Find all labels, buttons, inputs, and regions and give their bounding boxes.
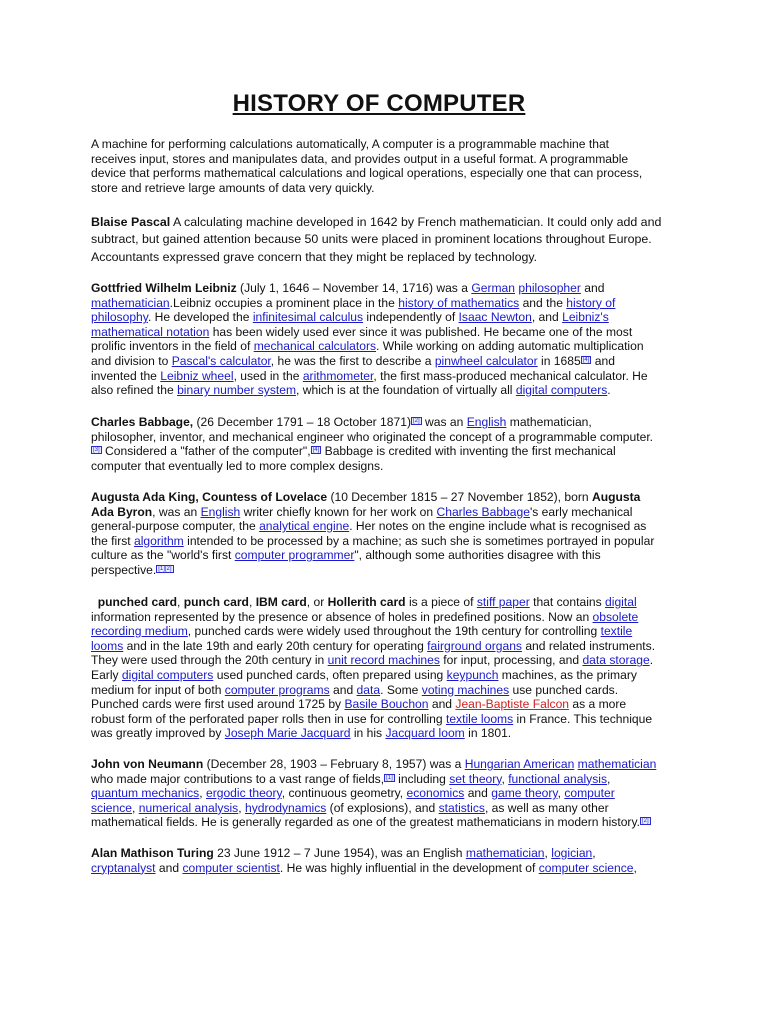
link-english[interactable]: English — [466, 415, 507, 429]
text: (July 1, 1646 – November 14, 1716) was a — [236, 281, 472, 295]
text: in his — [350, 726, 386, 741]
link-hungarian-american[interactable]: Hungarian American — [464, 757, 575, 771]
intro-line: device that performs mathematical calculations and logical operations, especially one that can process, — [91, 166, 643, 181]
babbage-name: Charles Babbage, — [91, 415, 194, 429]
text: , — [592, 846, 596, 860]
text: robust form of the perforated paper rolls then in use for controlling — [91, 711, 446, 726]
text: and — [155, 860, 183, 875]
link-computer-scientist[interactable]: computer scientist — [182, 860, 280, 875]
link-set-theory[interactable]: set theory — [449, 771, 502, 786]
pascal-name: Blaise Pascal — [91, 215, 171, 229]
link-isaac-newton[interactable]: Isaac Newton — [458, 310, 532, 325]
text: , punched cards were widely used throughout the 19th century for controlling — [187, 624, 601, 639]
link-german[interactable]: German — [471, 281, 515, 295]
link-statistics[interactable]: statistics — [438, 800, 485, 815]
citation-ref[interactable]: [2] — [641, 818, 649, 825]
link-fairground-organs[interactable]: fairground organs — [427, 638, 522, 653]
page-title: HISTORY OF COMPUTER — [232, 90, 526, 117]
link-data-storage[interactable]: data storage — [582, 653, 650, 668]
text: , continuous geometry, — [281, 786, 407, 801]
link-ergodic-theory[interactable]: ergodic theory — [205, 786, 282, 801]
link-computer-science[interactable]: computer science — [538, 860, 634, 875]
pascal-paragraph — [91, 214, 673, 266]
text: , used in the — [233, 368, 303, 383]
link-history-of-mathematics[interactable]: history of mathematics — [398, 295, 520, 310]
text: , was an — [152, 504, 201, 519]
text: and — [329, 682, 357, 697]
link-voting-machines[interactable]: voting machines — [421, 682, 510, 697]
text: , — [199, 786, 206, 801]
link-economics[interactable]: economics — [406, 786, 465, 801]
text: (26 December 1791 – 18 October 1871) — [193, 415, 411, 429]
link-looms[interactable]: looms — [91, 638, 124, 653]
ada-paragraph — [91, 490, 673, 578]
pascal-text: A calculating machine developed in 1642 by French mathematician. It could only add and — [170, 215, 662, 229]
ada-birth-name: Augusta — [591, 490, 641, 504]
text: , — [177, 595, 184, 609]
link-computer-science[interactable]: computer — [564, 786, 615, 801]
text: the first — [91, 533, 135, 548]
link-philosopher[interactable]: philosopher — [518, 281, 581, 295]
intro-line: receives input, stores and manipulates data, and provides output in a useful format. A programmable — [91, 151, 629, 166]
link-analytical-engine[interactable]: analytical engine — [259, 519, 350, 534]
text: , — [544, 846, 552, 860]
text: and — [580, 281, 605, 295]
link-textile-looms[interactable]: textile looms — [445, 711, 514, 726]
text: used punched cards, often prepared using — [213, 667, 447, 682]
text: . Some — [380, 682, 422, 697]
text: as a more — [569, 697, 627, 712]
text: prolific inventors in the field of — [91, 339, 254, 354]
leibniz-name: Gottfried Wilhelm Leibniz — [91, 281, 237, 295]
link-arithmometer[interactable]: arithmometer — [302, 368, 374, 383]
text: information represented by the presence or absence of holes in predefined positions. Now an — [91, 609, 593, 624]
text: , the first mass-produced mechanical calculator. He — [373, 368, 648, 383]
text: and the — [519, 295, 567, 310]
intro-line: A machine for performing calculations automatically, A computer is a programmable machine that — [91, 137, 610, 151]
text: has been widely used ever since it was published. He became one of the most — [209, 324, 633, 339]
link-cryptanalyst[interactable]: cryptanalyst — [91, 860, 156, 875]
link-joseph-marie-jacquard[interactable]: Joseph Marie Jacquard — [224, 726, 351, 741]
term: punch card — [183, 595, 249, 609]
link-algorithm[interactable]: algorithm — [134, 533, 184, 548]
link-keypunch[interactable]: keypunch — [446, 667, 499, 682]
text: , — [501, 771, 509, 786]
citation-ref[interactable]: [4] — [312, 447, 320, 454]
text: independently of — [363, 310, 459, 325]
text: invented the — [91, 368, 161, 383]
text: that contains — [529, 595, 606, 609]
text: . Her notes on the engine include what is recognised as — [349, 519, 647, 534]
text: and division to — [91, 353, 172, 368]
link-computer-programmer[interactable]: computer programmer — [234, 548, 355, 563]
text: writer chiefly known for her work on — [240, 504, 437, 519]
text: in 1801. — [464, 726, 512, 741]
text: , — [607, 771, 611, 786]
text: medium for input of both — [91, 682, 225, 697]
pascal-text: subtract, but gained attention because 50 units were placed in prominent locations throughout Europe. — [91, 232, 652, 247]
link-computer-science[interactable]: science — [91, 800, 133, 815]
text: for input, processing, and — [439, 653, 583, 668]
intro-line: store and retrieve large amounts of data very quickly. — [91, 180, 375, 195]
term: IBM card — [255, 595, 307, 609]
ada-name: Augusta Ada King, Countess of Lovelace — [91, 490, 328, 504]
text: general-purpose computer, the — [91, 519, 260, 534]
intro-paragraph — [91, 137, 673, 195]
text: Babbage is credited with inventing the first mechanical — [321, 444, 616, 459]
link-mathematician[interactable]: mathematician — [91, 295, 170, 310]
link-pascals-calculator[interactable]: Pascal's calculator — [171, 353, 271, 368]
link-infinitesimal-calculus[interactable]: infinitesimal calculus — [252, 310, 364, 325]
text: , — [132, 800, 139, 815]
link-jacquard-loom[interactable]: Jacquard loom — [385, 726, 465, 741]
link-history-of-philosophy[interactable]: history of — [566, 295, 616, 310]
link-numerical-analysis[interactable]: numerical analysis — [138, 800, 239, 815]
text: use punched cards. — [509, 682, 619, 697]
text: also refined the — [91, 383, 178, 398]
text: (10 December 1815 – 27 November 1852), born — [327, 490, 592, 504]
link-leibniz-notation[interactable]: mathematical notation — [91, 324, 210, 339]
text: . He developed the — [147, 310, 253, 325]
link-digital-computers[interactable]: digital computers — [121, 667, 214, 682]
link-english[interactable]: English — [200, 504, 241, 519]
link-unit-record-machines[interactable]: unit record machines — [327, 653, 440, 668]
link-data[interactable]: data — [356, 682, 381, 697]
link-logician[interactable]: logician — [551, 846, 593, 860]
link-game-theory[interactable]: game theory — [491, 786, 558, 801]
link-recording-medium[interactable]: recording medium — [91, 624, 188, 639]
text: was an — [421, 415, 467, 429]
link-computer-programs[interactable]: computer programs — [224, 682, 330, 697]
text: including — [394, 771, 450, 786]
link-pinwheel-calculator[interactable]: pinwheel calculator — [434, 353, 538, 368]
pascal-text: Accountants expressed grave concern that they might be replaced by technology. — [91, 249, 538, 264]
text: in France. This technique — [513, 711, 653, 726]
text: mathematician, — [506, 415, 592, 429]
link-stiff-paper[interactable]: stiff paper — [476, 595, 530, 609]
text: , as well as many other — [484, 800, 609, 815]
link-mechanical-calculators[interactable]: mechanical calculators — [253, 339, 377, 354]
text: Punched cards were first used around 1725 by — [91, 697, 345, 712]
link-binary-number-system[interactable]: binary number system — [177, 383, 297, 398]
citation-ref[interactable]: [1] — [386, 774, 393, 781]
text: , — [633, 860, 637, 875]
text: . — [607, 383, 611, 398]
link-charles-babbage[interactable]: Charles Babbage — [436, 504, 530, 519]
term: Hollerith card — [327, 595, 406, 609]
turing-paragraph — [91, 846, 673, 875]
text: (of explosions), and — [326, 800, 439, 815]
text: was greatly improved by — [91, 726, 225, 741]
text: , he was the first to describe a — [270, 353, 435, 368]
text: and — [464, 786, 492, 801]
leibniz-paragraph — [91, 281, 673, 398]
text: , — [238, 800, 245, 815]
text: . While working on adding automatic multiplication — [376, 339, 644, 354]
link-mathematician[interactable]: mathematician — [577, 757, 657, 771]
text: . — [649, 653, 654, 668]
text: , or — [306, 595, 328, 609]
citation-ref[interactable]: [1][2] — [158, 565, 172, 572]
text: and related instruments. — [521, 638, 656, 653]
link-hydrodynamics[interactable]: hydrodynamics — [244, 800, 327, 815]
citation-ref[interactable]: [2] — [413, 418, 420, 424]
neumann-paragraph — [91, 757, 673, 830]
text — [91, 595, 98, 609]
text: in 1685 — [537, 353, 581, 368]
text: Early — [91, 667, 122, 682]
babbage-paragraph — [91, 415, 673, 473]
text: and — [428, 697, 456, 712]
link-leibniz-wheel[interactable]: Leibniz wheel — [160, 368, 234, 383]
text: and in the late 19th and early 20th century for operating — [123, 638, 428, 653]
ada-birth-name: Ada Byron — [91, 504, 153, 519]
text: 23 June 1912 – 7 June 1954), was an English — [213, 846, 466, 860]
text: They were used through the 20th century in — [91, 653, 328, 668]
link-quantum-mechanics[interactable]: quantum mechanics — [91, 786, 200, 801]
text: Considered a "father of the computer", — [101, 444, 311, 459]
text: computer that eventually led to more complex designs. — [91, 458, 384, 473]
link-obsolete[interactable]: obsolete — [592, 609, 639, 624]
turing-name: Alan Mathison Turing — [91, 846, 214, 860]
text: and — [591, 353, 615, 368]
text: .Leibniz occupies a prominent place in the — [169, 295, 399, 310]
link-textile[interactable]: textile — [600, 624, 633, 639]
term: punched card — [97, 595, 178, 609]
text: is a piece of — [405, 595, 477, 609]
text: culture as the "world's first — [91, 548, 235, 563]
text: 's early mechanical — [529, 504, 633, 519]
text: philosopher, inventor, and mechanical engineer who originated the concept of a programmable computer. — [91, 429, 654, 444]
text: ", although some authorities disagree with this — [354, 548, 601, 563]
neumann-name: John von Neumann — [91, 757, 204, 771]
punched-card-paragraph — [91, 595, 673, 741]
link-functional-analysis[interactable]: functional analysis — [508, 771, 608, 786]
link-basile-bouchon[interactable]: Basile Bouchon — [344, 697, 429, 712]
link-history-of-philosophy[interactable]: philosophy — [91, 310, 148, 325]
text: intended to be processed by a machine; as such she is sometimes portrayed in popular — [183, 533, 655, 548]
link-jean-baptiste-falcon[interactable]: Jean-Baptiste Falcon — [455, 697, 570, 712]
link-mathematician[interactable]: mathematician — [465, 846, 545, 860]
text: , and — [531, 310, 563, 325]
text: , which is at the foundation of virtually all — [296, 383, 516, 398]
link-digital[interactable]: digital — [605, 595, 637, 609]
text: . He was highly influential in the development of — [279, 860, 539, 875]
link-leibniz-notation[interactable]: Leibniz's — [562, 310, 609, 325]
citation-ref[interactable]: [4] — [582, 356, 590, 363]
citation-ref[interactable]: [3] — [93, 447, 100, 454]
link-digital-computers[interactable]: digital computers — [515, 383, 608, 398]
text: who made major contributions to a vast range of fields, — [91, 771, 385, 786]
text: , — [248, 595, 256, 609]
text: perspective. — [91, 562, 157, 577]
text: , — [557, 786, 565, 801]
text: (December 28, 1903 – February 8, 1957) was a — [203, 757, 465, 771]
text: mathematical fields. He is generally regarded as one of the greatest mathematicians in modern history. — [91, 815, 640, 830]
text: machines, as the primary — [498, 667, 637, 682]
